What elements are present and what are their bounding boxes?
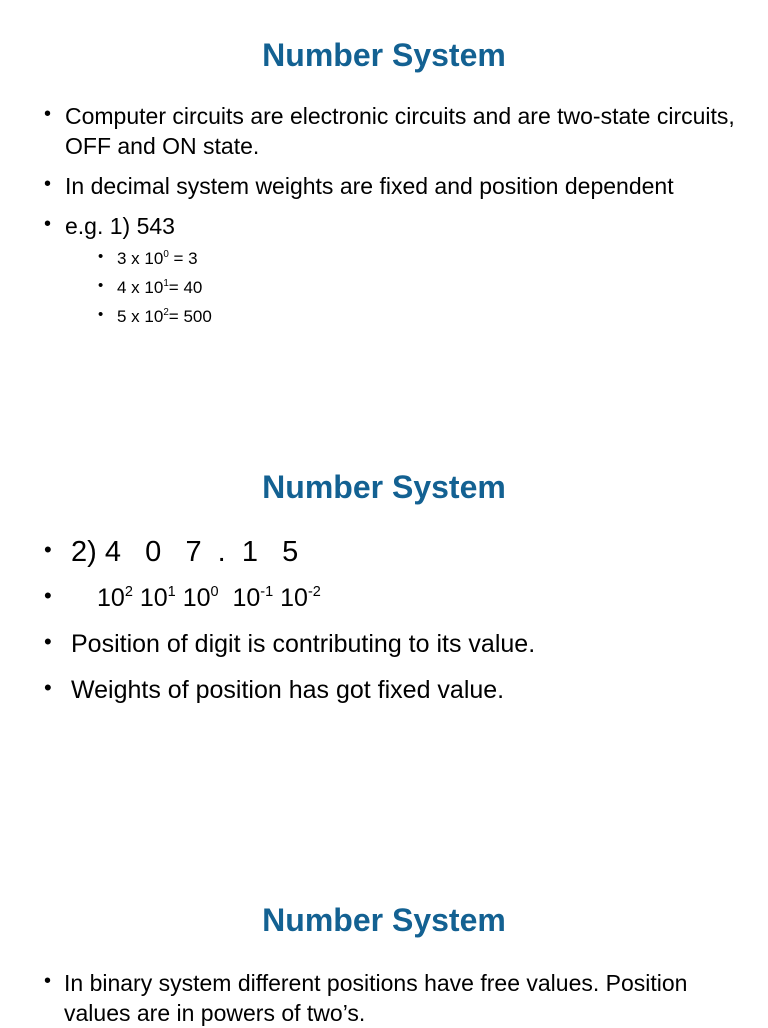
expression-result: = 500 [168,307,212,326]
bullet-item [44,672,744,708]
power-base: 10 [139,584,168,612]
bullet-dot: • [44,213,52,235]
slide-1-title: Number System [262,37,506,73]
slide-2-bullet-list [44,534,744,718]
expression-exponent: 0 [163,249,169,260]
bullet-dot: • [44,675,52,700]
bullet-item [44,626,744,662]
power-exponent: 1 [167,584,176,600]
power-exponent: -2 [307,584,321,600]
power-exponent: 2 [124,584,133,600]
expression-exponent: 2 [163,307,169,318]
expression-result: = 40 [168,278,203,297]
slide-3-bullet-list [44,968,744,1028]
bullet-text: Position of digit is contributing to its value. [71,630,536,658]
slide-2-title: Number System [262,469,506,505]
power-base: 10 [232,584,261,612]
bullet-item [44,968,744,1028]
expression-base: 5 x 10 [117,307,164,326]
power-base: 10 [280,584,308,612]
expression-base: 3 x 10 [117,249,164,268]
bullet-dot: • [44,537,52,562]
bullet-item [44,171,744,201]
bullet-dot: • [98,248,104,265]
power-list [71,584,321,612]
bullet-dot: • [44,629,52,654]
bullet-dot: • [44,173,52,195]
bullet-text: In decimal system weights are fixed and position dependent [65,173,674,199]
power-exponent: 0 [210,584,219,600]
expression-exponent: 1 [163,278,169,289]
bullet-item [44,534,744,570]
bullet-dot: • [98,277,104,294]
bullet-dot: • [44,970,52,992]
slide-1-sub-bullet-list [98,249,598,336]
expression-result: = 3 [168,249,198,268]
bullet-text: Weights of position has got fixed value. [71,676,505,704]
bullet-dot: • [44,103,52,125]
sub-bullet-item [98,249,598,269]
expression-base: 4 x 10 [117,278,164,297]
bullet-dot: • [44,583,52,608]
bullet-item [44,211,744,241]
bullet-text: Computer circuits are electronic circuits and are two-state circuits, OFF and ON state. [65,103,735,159]
bullet-item [44,580,744,616]
power-exponent: -1 [260,584,274,600]
bullet-text: e.g. 1) 543 [65,213,175,239]
number-example: 2) 4 0 7 . 1 5 [71,536,299,568]
slide-1-bullet-list [44,101,744,251]
bullet-item [44,101,744,161]
bullet-text: In binary system different positions have free values. Position values are in powers of two’s. [64,970,688,1026]
bullet-dot: • [98,306,104,323]
power-base: 10 [97,584,125,612]
sub-bullet-item [98,307,598,327]
sub-bullet-item [98,278,598,298]
slide-3-title: Number System [262,902,506,938]
power-base: 10 [182,584,211,612]
